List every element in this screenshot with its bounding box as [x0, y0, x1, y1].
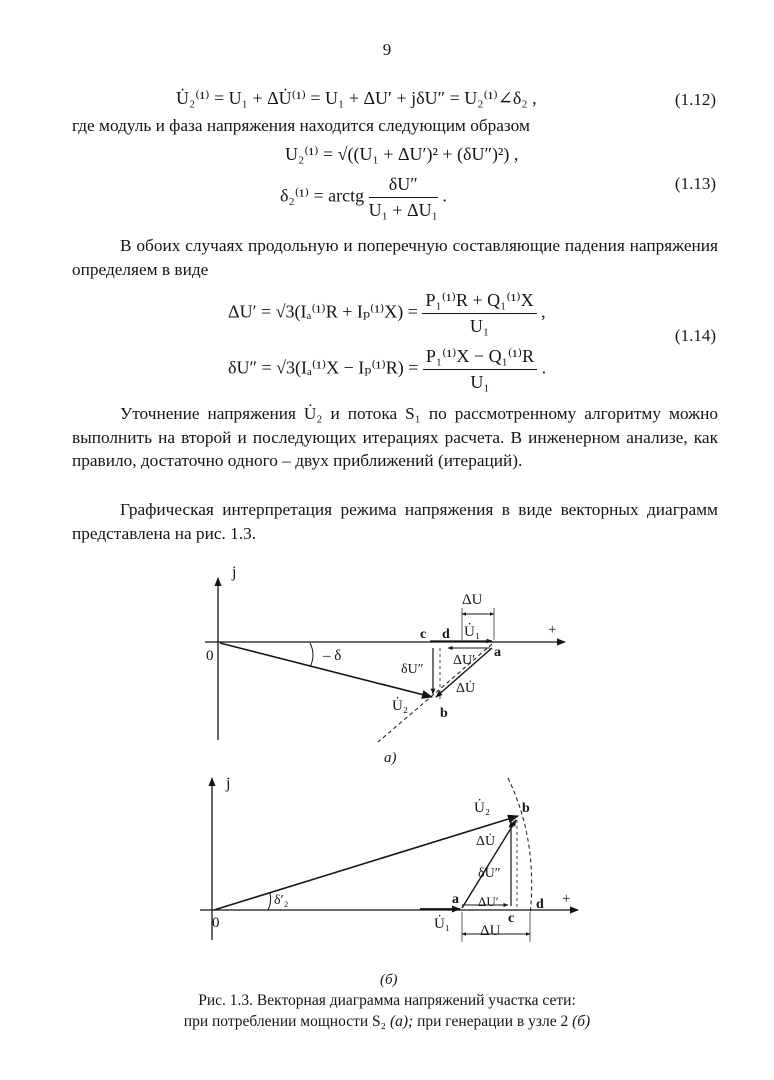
diagram-b-du-prime-label: ΔU′	[478, 894, 499, 909]
diagram-a-point-a: a	[494, 645, 501, 660]
diagram-a-point-d: d	[442, 627, 450, 642]
eq-1-14-line2-end: .	[541, 357, 547, 378]
diagram-b-du-dot-label: ΔU̇	[476, 834, 496, 849]
equation-1-13-line1: U₂⁽¹⁾ = √((U₁ + ΔU′)² + (δU″)²) ,	[285, 144, 519, 164]
paragraph-modulus: где модуль и фаза напряжения находится следующим образом	[72, 116, 530, 135]
diagram-b	[200, 775, 578, 988]
diagram-b-du-dprime-label: δU″	[478, 866, 501, 881]
diagram-b-u2-vector	[214, 816, 518, 910]
diagram-b-origin-label: 0	[212, 915, 220, 931]
diagram-a-plus-label: +	[548, 622, 557, 638]
diagram-b-angle-label: δ′₂	[274, 893, 289, 908]
eq-1-14-line1-numerator: P₁⁽¹⁾R + Q₁⁽¹⁾X	[422, 290, 536, 314]
eq-1-13-numerator: δU″	[369, 174, 438, 198]
diagram-b-caption-label: (б)	[380, 972, 398, 988]
eq-1-14-line1-denominator: U₁	[469, 316, 490, 336]
caption-mark-a: (а);	[386, 1013, 414, 1030]
diagram-a-du-label: ΔU	[462, 592, 483, 608]
eq-1-14-line1-lhs: ΔU′ = √3(Iₐ⁽¹⁾R + Iₚ⁽¹⁾X) =	[228, 301, 418, 322]
diagram-b-point-b: b	[522, 801, 530, 816]
paragraph-both-cases: В обоих случаях продольную и поперечную составляющие падения напряжения определяем в виде	[72, 236, 718, 279]
diagram-a-du-dprime-label: δU″	[401, 662, 424, 677]
caption-mark-b: (б)	[568, 1013, 591, 1030]
eq-1-14-line2-numerator: P₁⁽¹⁾X − Q₁⁽¹⁾R	[423, 346, 537, 370]
diagram-a-u1-label: U̇₁	[464, 624, 481, 640]
diagram-b-point-d: d	[536, 897, 544, 912]
diagram-a-origin-label: 0	[206, 648, 214, 664]
diagram-b-point-a: a	[452, 892, 459, 907]
diagram-a-caption-label: а)	[384, 750, 397, 766]
eq-1-14-line2-lhs: δU″ = √3(Iₐ⁽¹⁾X − Iₚ⁽¹⁾R) =	[228, 357, 419, 378]
diagram-b-j-label: j	[226, 775, 231, 792]
diagram-b-u2-label: U̇₂	[474, 800, 491, 816]
figure-caption-line2	[0, 1012, 774, 1032]
equation-number-1-14: (1.14)	[674, 326, 716, 345]
caption-part-a: при потреблении мощности S₂	[183, 1013, 387, 1030]
equation-number-1-13: (1.13)	[674, 174, 716, 193]
diagram-a-point-c: c	[420, 627, 427, 642]
equation-1-12: U̇₂⁽¹⁾ = U₁ + ΔU̇⁽¹⁾ = U₁ + ΔU′ + jδU″ = U₂⁽¹⁾∠δ₂ ,	[176, 88, 537, 108]
diagram-b-point-c: c	[508, 911, 515, 926]
eq-1-13-end: .	[442, 185, 447, 206]
diagram-b-du-label: ΔU	[480, 923, 501, 939]
diagram-a-du-prime-label: ΔU′	[453, 653, 476, 668]
eq-1-13-denominator: U₁ + ΔU₁	[368, 200, 438, 220]
paragraph-graphic: Графическая интерпретация режима напряжения в виде векторных диаграмм представлена на рис. 1.3.	[72, 500, 718, 543]
eq-1-13-lhs: δ₂⁽¹⁾ = arctg	[280, 185, 365, 206]
eq-1-14-line2-denominator: U₁	[470, 372, 490, 392]
diagram-a-j-label: j	[232, 564, 237, 581]
caption-part-b: при генерации в узле 2	[413, 1013, 569, 1030]
diagram-a-u2-label: U̇₂	[392, 698, 409, 714]
diagram-a-angle-label: – δ	[323, 648, 342, 664]
paragraph-refine: Уточнение напряжения U̇₂ и потока S₁ по рассмотренному алгоритму можно выполнить на второй и последующих итерациях расчета. В инженерном анализе, как правило, достаточно одного – двух приближений (итераций).	[72, 404, 718, 471]
figure-caption-line1: Рис. 1.3. Векторная диаграмма напряжений участка сети:	[198, 992, 576, 1009]
equation-number-1-12: (1.12)	[674, 90, 716, 109]
diagram-b-plus-label: +	[562, 891, 571, 907]
eq-1-14-line1-end: ,	[541, 301, 546, 322]
diagram-b-angle-arc	[268, 893, 271, 910]
diagram-a-angle-arc	[310, 643, 313, 667]
page-number: 9	[382, 40, 392, 59]
diagram-b-u1-label: U̇₁	[434, 916, 451, 932]
diagram-a-du-dot-label: ΔU̇	[456, 681, 476, 696]
diagram-a-point-b: b	[440, 706, 448, 721]
diagram-a	[205, 564, 565, 766]
